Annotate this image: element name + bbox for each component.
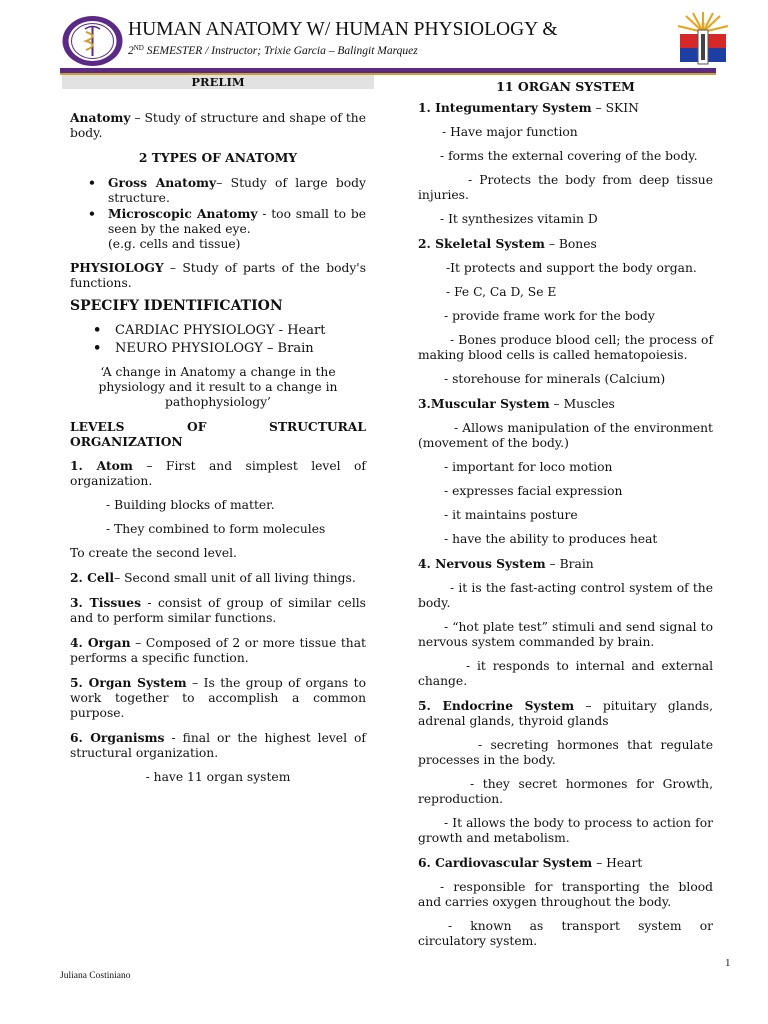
system-skeletal [418, 236, 713, 252]
type-term: Microscopic Anatomy [108, 206, 258, 221]
tissues-term: 3. Tissues [70, 595, 141, 610]
system-def: – Brain [545, 557, 594, 571]
anatomy-definition [70, 110, 366, 141]
system-point: - Allows manipulation of the environment (movement of the body.) [418, 421, 713, 450]
prelim-section-bar: PRELIM [62, 75, 374, 89]
system-point: - responsible for transporting the blood and carries oxygen throughout the body. [418, 880, 713, 909]
system-point: - it responds to internal and external change. [418, 659, 713, 688]
system-term: 5. Endocrine System [418, 698, 575, 713]
system-term: 4. Nervous System [418, 556, 546, 571]
physiology-definition [70, 260, 366, 291]
system-integumentary [418, 100, 713, 116]
physiology-def-text: – Study of parts of the body's functions. [70, 261, 366, 290]
organisms-def: - final or the highest level of structural organization. [70, 731, 366, 760]
system-term: 3.Muscular System [418, 396, 550, 411]
atom-term: 1. Atom [70, 458, 133, 473]
anatomy-def-text: – Study of structure and shape of the body. [70, 111, 366, 140]
instructor-line: SEMESTER / Instructor; Trixie Garcia – Balingit Marquez [143, 45, 418, 57]
document-title: HUMAN ANATOMY W/ HUMAN PHYSIOLOGY & [128, 19, 558, 40]
tissues-def: - consist of group of similar cells and to perform similar functions. [70, 596, 366, 625]
cell-term: 2. Cell [70, 570, 115, 585]
types-heading: 2 TYPES OF ANATOMY [138, 150, 298, 165]
system-point: - it maintains posture [444, 508, 578, 522]
anatomy-term: Anatomy [70, 110, 131, 125]
system-point: - It synthesizes vitamin D [440, 212, 598, 226]
system-term: 2. Skeletal System [418, 236, 545, 251]
organ-system-def: – Is the group of organs to work together to accomplish a common purpose. [70, 676, 367, 720]
type-def: - too small to be seen by the naked eye. [108, 207, 367, 236]
system-point: - Protects the body from deep tissue injuries. [418, 173, 713, 202]
left-column [70, 75, 366, 785]
atom-sub-item: - Building blocks of matter. [106, 498, 275, 512]
system-def: – SKIN [591, 101, 639, 115]
organ-system-term: 5. Organ System [70, 675, 187, 690]
system-point: - Have major function [442, 125, 578, 139]
organ-term: 4. Organ [70, 635, 131, 650]
system-point: -It protects and support the body organ. [446, 261, 697, 275]
to-create-text: To create the second level. [70, 546, 237, 560]
atom-sub-item: - They combined to form molecules [106, 522, 326, 536]
level-cell [70, 570, 366, 586]
organ-system-heading: 11 ORGAN SYSTEM [496, 79, 635, 94]
system-point: - secreting hormones that regulate processes in the body. [418, 738, 713, 767]
organ-def: – Composed of 2 or more tissue that performs a specific function. [70, 636, 366, 665]
atom-def: – First and simplest level of organization. [70, 459, 366, 488]
organisms-term: 6. Organisms [70, 730, 165, 745]
system-point: - important for loco motion [444, 460, 613, 474]
system-def: – Muscles [549, 397, 615, 411]
system-term: 6. Cardiovascular System [418, 855, 593, 870]
type-term: Gross Anatomy [108, 175, 217, 190]
system-point: - It allows the body to process to action for growth and metabolism. [418, 816, 713, 845]
semester-number: 2 [128, 45, 134, 57]
system-point: - provide frame work for the body [444, 309, 655, 323]
page-header [0, 0, 768, 76]
level-tissues [70, 595, 366, 626]
system-term: 1. Integumentary System [418, 100, 592, 115]
system-point: - storehouse for minerals (Calcium) [444, 372, 666, 386]
specify-item: CARDIAC PHYSIOLOGY - Heart [115, 323, 326, 338]
system-point: - Fe C, Ca D, Se E [446, 285, 557, 299]
system-point: - it is the fast-acting control system of the body. [418, 581, 713, 610]
level-organisms [70, 730, 366, 761]
level-organ-system [70, 675, 366, 721]
system-endocrine [418, 698, 713, 729]
specify-heading: SPECIFY IDENTIFICATION [70, 298, 283, 314]
system-def: – Bones [544, 237, 597, 251]
system-point: - Bones produce blood cell; the process of making blood cells is called hematopoiesis. [418, 333, 713, 362]
list-item: • Microscopic Anatomy - too small to be seen by the naked eye. (e.g. cells and tissue) [88, 206, 367, 251]
organisms-sub-item: - have 11 organ system [145, 770, 291, 784]
system-point: - “hot plate test” stimuli and send signal to nervous system commanded by brain. [418, 620, 713, 649]
system-nervous [418, 556, 713, 572]
system-point: - expresses facial expression [444, 484, 623, 498]
footer-author: Juliana Costiniano [60, 971, 131, 981]
levels-heading: LEVELS OF STRUCTURAL ORGANIZATION [70, 419, 366, 449]
specify-item: NEURO PHYSIOLOGY – Brain [115, 341, 314, 356]
system-muscular [418, 396, 713, 412]
system-point: - have the ability to produces heat [444, 532, 658, 546]
system-point: - forms the external covering of the body. [440, 149, 698, 163]
type-example: (e.g. cells and tissue) [108, 237, 241, 251]
semester-ordinal: ND [133, 44, 144, 52]
physiology-term: PHYSIOLOGY [70, 260, 164, 275]
level-organ [70, 635, 366, 666]
system-cardiovascular [418, 855, 713, 871]
anatomy-quote: ‘A change in Anatomy a change in the physiology and it result to a change in pathophysiology’ [98, 365, 338, 409]
college-emblem-logo [676, 12, 730, 68]
system-def: – Heart [592, 856, 643, 870]
document-subtitle [128, 44, 418, 57]
system-point: - they secret hormones for Growth, reproduction. [418, 777, 713, 806]
type-def: – Study of large body structure. [108, 176, 366, 205]
list-item: • Gross Anatomy– Study of large body structure. [88, 175, 366, 205]
cell-def: – Second small unit of all living things. [114, 571, 356, 585]
level-atom [70, 458, 366, 489]
right-column [418, 75, 713, 949]
list-item: • NEURO PHYSIOLOGY – Brain [93, 341, 314, 356]
school-seal-logo [61, 15, 124, 67]
system-point: - known as transport system or circulatory system. [418, 919, 713, 948]
system-def: – pituitary glands, adrenal glands, thyroid glands [418, 699, 713, 728]
specify-list [93, 322, 366, 358]
anatomy-types-list [88, 175, 367, 252]
list-item: • CARDIAC PHYSIOLOGY - Heart [93, 323, 326, 338]
page-number: 1 [725, 957, 731, 969]
